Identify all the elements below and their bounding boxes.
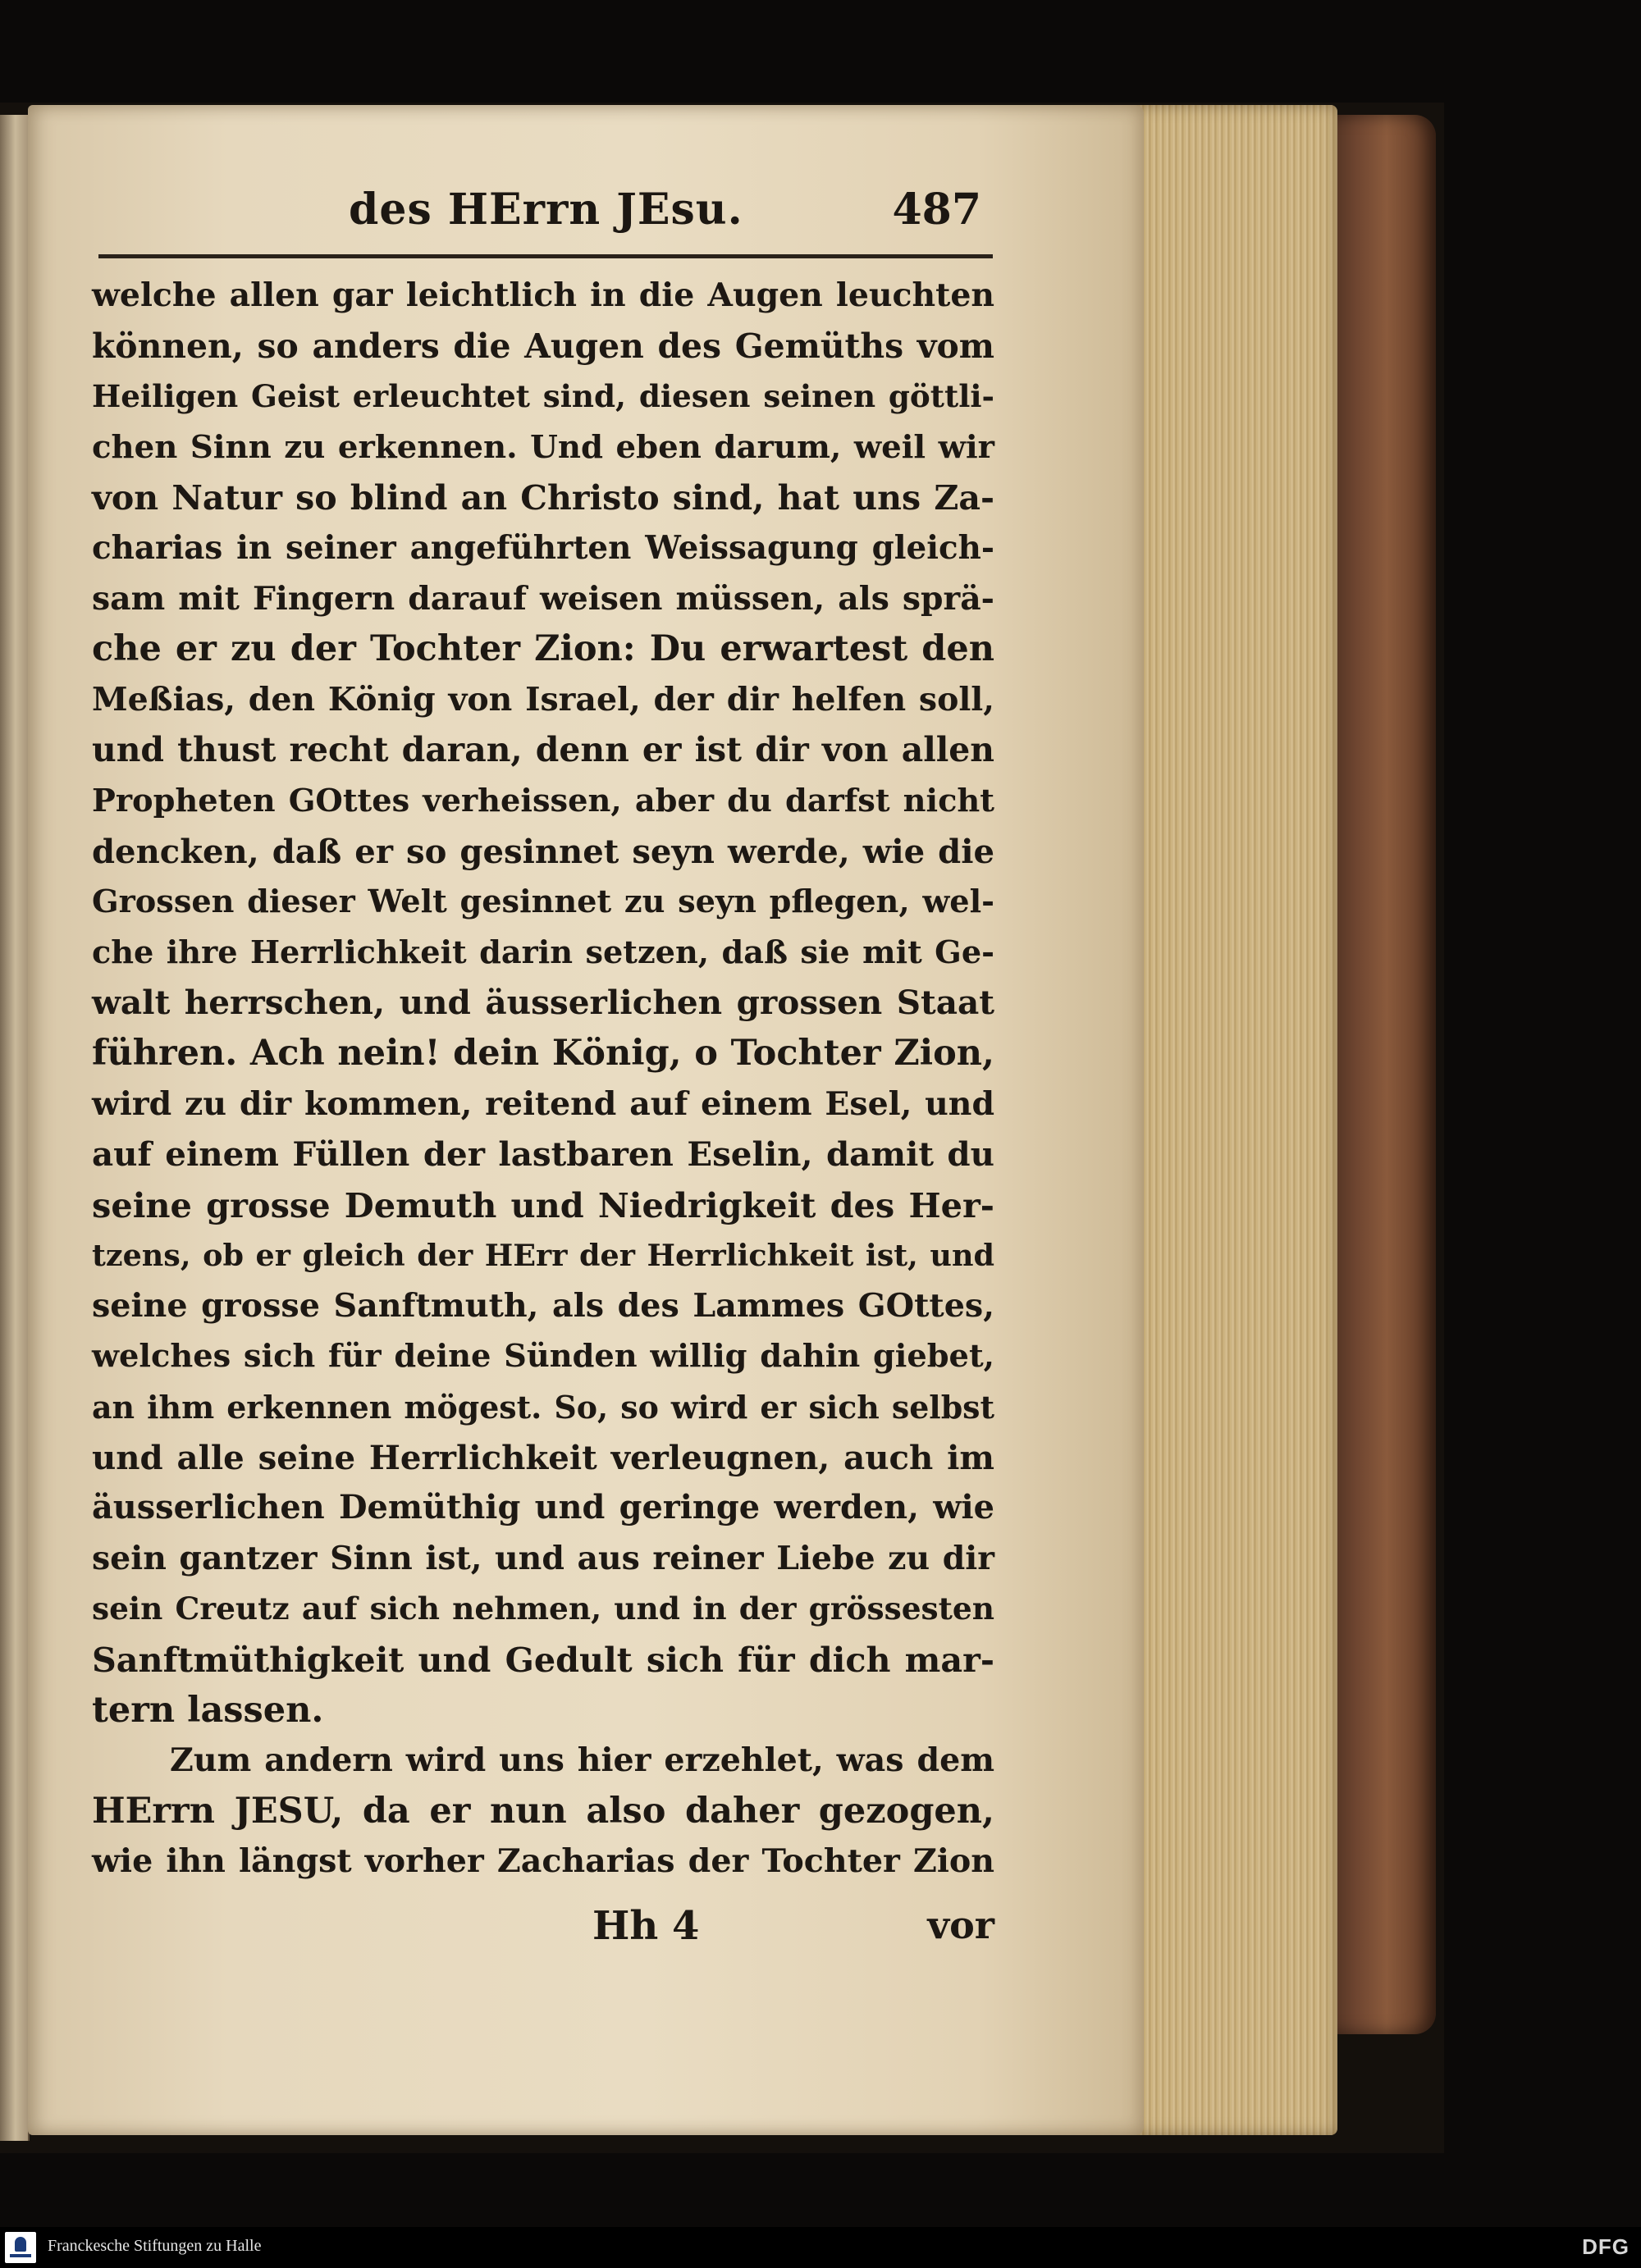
text-line: Sanftmüthigkeit und Gedult sich für dich mar- (92, 1640, 994, 1681)
text-line: auf einem Füllen der lastbaren Eselin, damit du (92, 1134, 994, 1175)
institution-name[interactable]: Franckesche Stiftungen zu Halle (48, 2237, 262, 2255)
text-line: von Natur so blind an Christo sind, hat uns Za- (92, 477, 994, 518)
viewer-footer-bar (0, 2227, 1641, 2268)
text-line: wird zu dir kommen, reitend auf einem Esel, und (92, 1084, 994, 1123)
page-block-edges (1132, 105, 1337, 2135)
text-line: Grossen dieser Welt gesinnet zu seyn pflegen, wel- (92, 883, 994, 921)
text-line: che ihre Herrlichkeit darin setzen, daß sie mit Ge- (92, 933, 994, 971)
text-line: HErrn JESU, da er nun also daher gezogen, (92, 1790, 994, 1832)
text-line: können, so anders die Augen des Gemüths vom (92, 326, 994, 366)
text-line: und thust recht daran, denn er ist dir von allen (92, 730, 994, 770)
text-line: Propheten GOttes verheissen, aber du darfst nicht (92, 782, 994, 819)
francke-foundations-logo-icon[interactable] (5, 2232, 36, 2263)
text-line: seine grosse Demuth und Niedrigkeit des Her- (92, 1184, 994, 1225)
text-line: walt herrschen, und äusserlichen grossen Staat (92, 983, 994, 1023)
text-line: dencken, daß er so gesinnet seyn werde, wie die (92, 832, 994, 871)
dfg-logo[interactable]: DFG (1582, 2234, 1630, 2259)
text-line: Meßias, den König von Israel, der dir helfen soll, (92, 680, 994, 719)
text-line: seine grosse Sanftmuth, als des Lammes GOttes, (92, 1286, 994, 1325)
logo-mark (15, 2237, 26, 2252)
text-line: welches sich für deine Sünden willig dahin giebet, (92, 1338, 994, 1376)
page-body-text (92, 271, 994, 1887)
page-footer (92, 1903, 994, 1960)
logo-base (10, 2254, 31, 2257)
text-line: sam mit Fingern darauf weisen müssen, als sprä- (92, 579, 994, 618)
running-title: des HErrn JEsu. (349, 185, 743, 235)
text-line: welche allen gar leichtlich in die Augen leuchten (92, 276, 994, 314)
text-line: sein Creutz auf sich nehmen, und in der grössesten (92, 1590, 994, 1627)
left-page-edge (0, 115, 30, 2141)
text-line: tern lassen. (92, 1689, 324, 1731)
text-line: tzens, ob er gleich der HErr der Herrlichkeit ist, und (92, 1238, 994, 1274)
text-line: Zum andern wird uns hier erzehlet, was dem (170, 1741, 994, 1780)
text-line: charias in seiner angeführten Weissagung gleich- (92, 529, 994, 567)
text-line: an ihm erkennen mögest. So, so wird er sich selbst (92, 1389, 994, 1426)
page-number: 487 (892, 185, 981, 235)
page-header (98, 185, 993, 258)
signature-mark: Hh 4 (592, 1903, 700, 1949)
text-line: äusserlichen Demüthig und geringe werden, wie (92, 1489, 994, 1527)
text-line: che er zu der Tochter Zion: Du erwartest den (92, 628, 994, 670)
header-rule (98, 254, 993, 258)
catchword: vor (927, 1903, 994, 1947)
text-line: und alle seine Herrlichkeit verleugnen, auch im (92, 1438, 994, 1477)
text-line: Heiligen Geist erleuchtet sind, diesen seinen göttli- (92, 378, 994, 415)
text-line: wie ihn längst vorher Zacharias der Tochter Zion (92, 1842, 994, 1881)
text-line: führen. Ach nein! dein König, o Tochter Zion, (92, 1032, 994, 1074)
text-line: chen Sinn zu erkennen. Und eben darum, weil wir (92, 428, 994, 466)
text-line: sein gantzer Sinn ist, und aus reiner Liebe zu dir (92, 1539, 994, 1577)
